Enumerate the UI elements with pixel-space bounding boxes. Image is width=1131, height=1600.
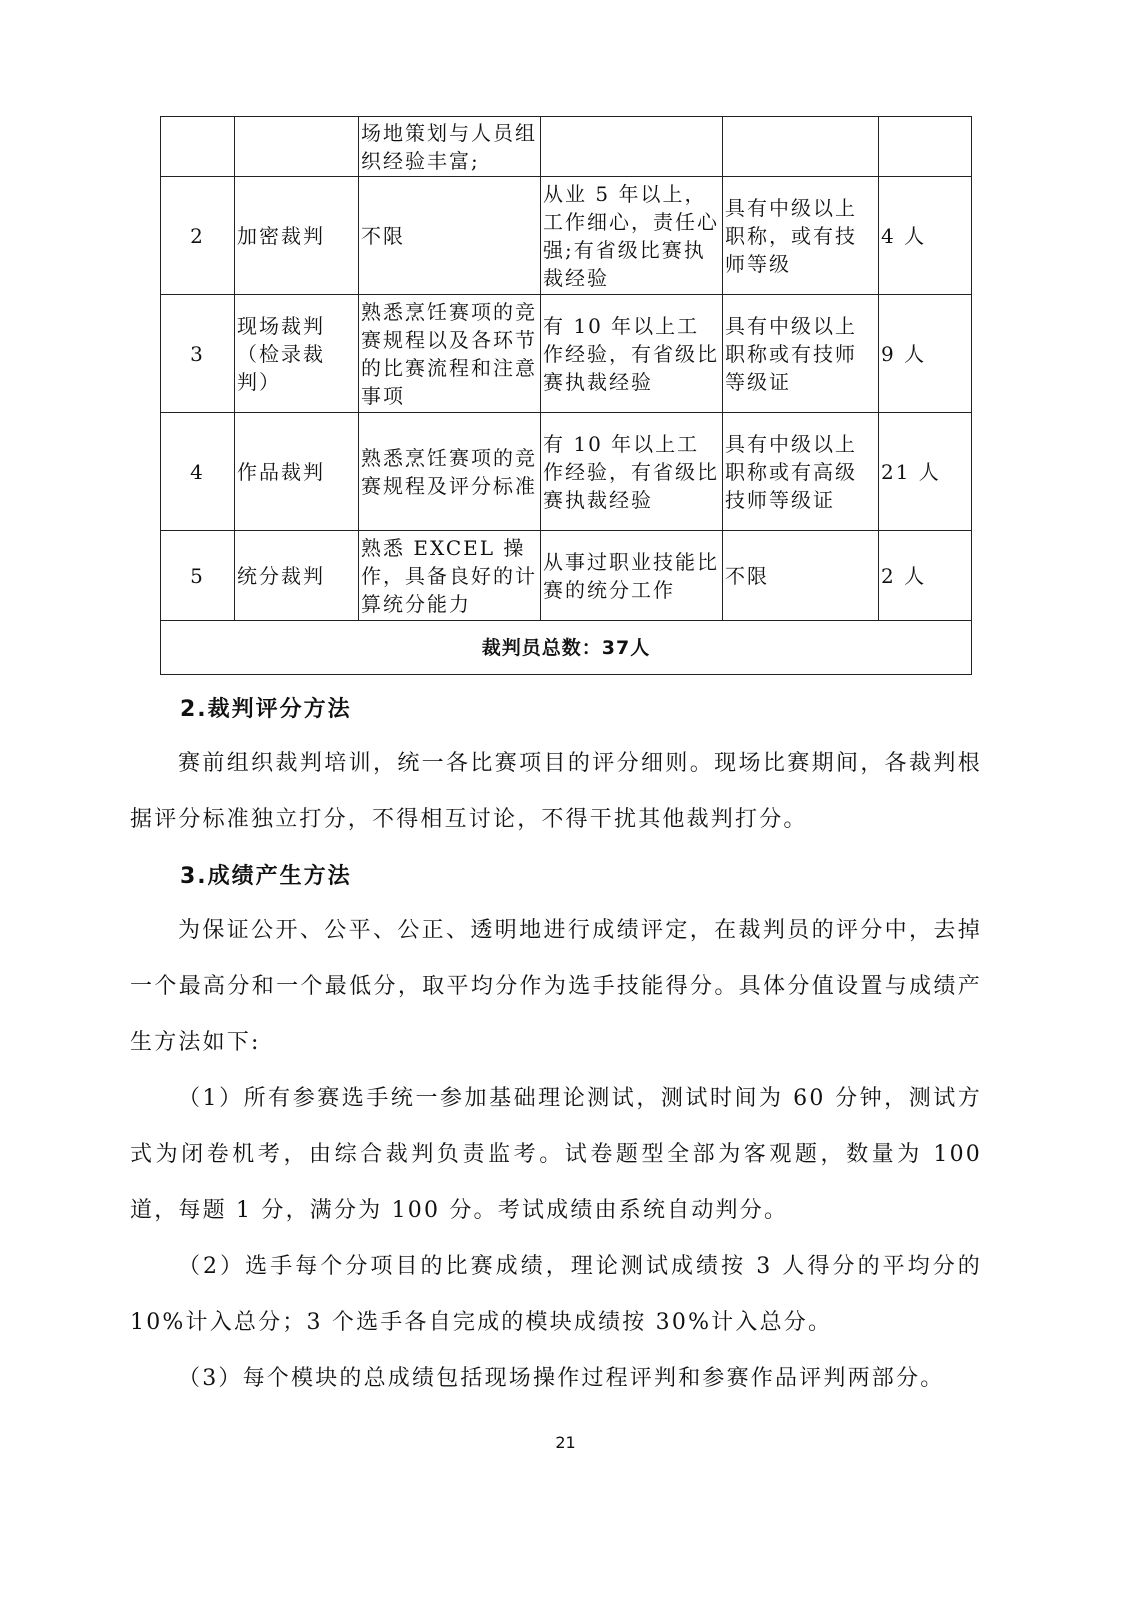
judge-role: 现场裁判（检录裁判） (235, 295, 359, 413)
section-3-paragraph-1: 为保证公开、公平、公正、透明地进行成绩评定，在裁判员的评分中，去掉一个最高分和一个最低分，取平均分作为选手技能得分。具体分值设置与成绩产生方法如下: (130, 918, 982, 1055)
title-requirement: 具有中级以上职称，或有技师等级 (723, 177, 879, 295)
judge-count (879, 117, 972, 177)
experience-requirement: 有 10 年以上工作经验，有省级比赛执裁经验 (541, 413, 723, 531)
judges-table (160, 116, 972, 675)
row-number (161, 117, 235, 177)
table-row (161, 413, 972, 531)
judge-role (235, 117, 359, 177)
row-number: 3 (161, 295, 235, 413)
section-3-paragraph-3: （2）选手每个分项目的比赛成绩，理论测试成绩按 3 人得分的平均分的 10%计入总分；3 个选手各自完成的模块成绩按 30%计入总分。 (130, 1254, 982, 1335)
section-3-heading: 3.成绩产生方法 (180, 864, 352, 889)
section-3-paragraph-4: （3）每个模块的总成绩包括现场操作过程评判和参赛作品评判两部分。 (178, 1366, 945, 1391)
table-total-row (161, 621, 972, 675)
page-number: 21 (555, 1433, 576, 1452)
row-number: 4 (161, 413, 235, 531)
title-requirement: 不限 (723, 531, 879, 621)
experience-requirement: 有 10 年以上工作经验，有省级比赛执裁经验 (541, 295, 723, 413)
judge-count: 21 人 (879, 413, 972, 531)
judge-role: 统分裁判 (235, 531, 359, 621)
section-3-paragraph-2: （1）所有参赛选手统一参加基础理论测试，测试时间为 60 分钟，测试方式为闭卷机考，由综合裁判负责监考。试卷题型全部为客观题，数量为 100 道，每题 1 分，满分为 100 分。考试成绩由系统自动判分。 (130, 1086, 982, 1223)
professional-requirement: 熟悉烹饪赛项的竞赛规程以及各环节的比赛流程和注意事项 (359, 295, 541, 413)
judge-count: 2 人 (879, 531, 972, 621)
table-row (161, 295, 972, 413)
table-row (161, 177, 972, 295)
professional-requirement: 熟悉烹饪赛项的竞赛规程及评分标准 (359, 413, 541, 531)
title-requirement (723, 117, 879, 177)
table-row (161, 531, 972, 621)
professional-requirement: 场地策划与人员组织经验丰富; (359, 117, 541, 177)
row-number: 2 (161, 177, 235, 295)
title-requirement: 具有中级以上职称或有高级技师等级证 (723, 413, 879, 531)
professional-requirement: 熟悉 EXCEL 操作，具备良好的计算统分能力 (359, 531, 541, 621)
professional-requirement: 不限 (359, 177, 541, 295)
judge-count: 4 人 (879, 177, 972, 295)
judge-role: 加密裁判 (235, 177, 359, 295)
section-2-paragraph: 赛前组织裁判培训，统一各比赛项目的评分细则。现场比赛期间，各裁判根据评分标准独立打分，不得相互讨论，不得干扰其他裁判打分。 (130, 751, 982, 832)
table-row (161, 117, 972, 177)
experience-requirement: 从事过职业技能比赛的统分工作 (541, 531, 723, 621)
section-2-heading: 2.裁判评分方法 (180, 697, 352, 722)
experience-requirement (541, 117, 723, 177)
experience-requirement: 从业 5 年以上，工作细心，责任心强;有省级比赛执裁经验 (541, 177, 723, 295)
judge-count: 9 人 (879, 295, 972, 413)
judge-role: 作品裁判 (235, 413, 359, 531)
total-judges: 裁判员总数：37人 (161, 621, 972, 675)
title-requirement: 具有中级以上职称或有技师等级证 (723, 295, 879, 413)
row-number: 5 (161, 531, 235, 621)
